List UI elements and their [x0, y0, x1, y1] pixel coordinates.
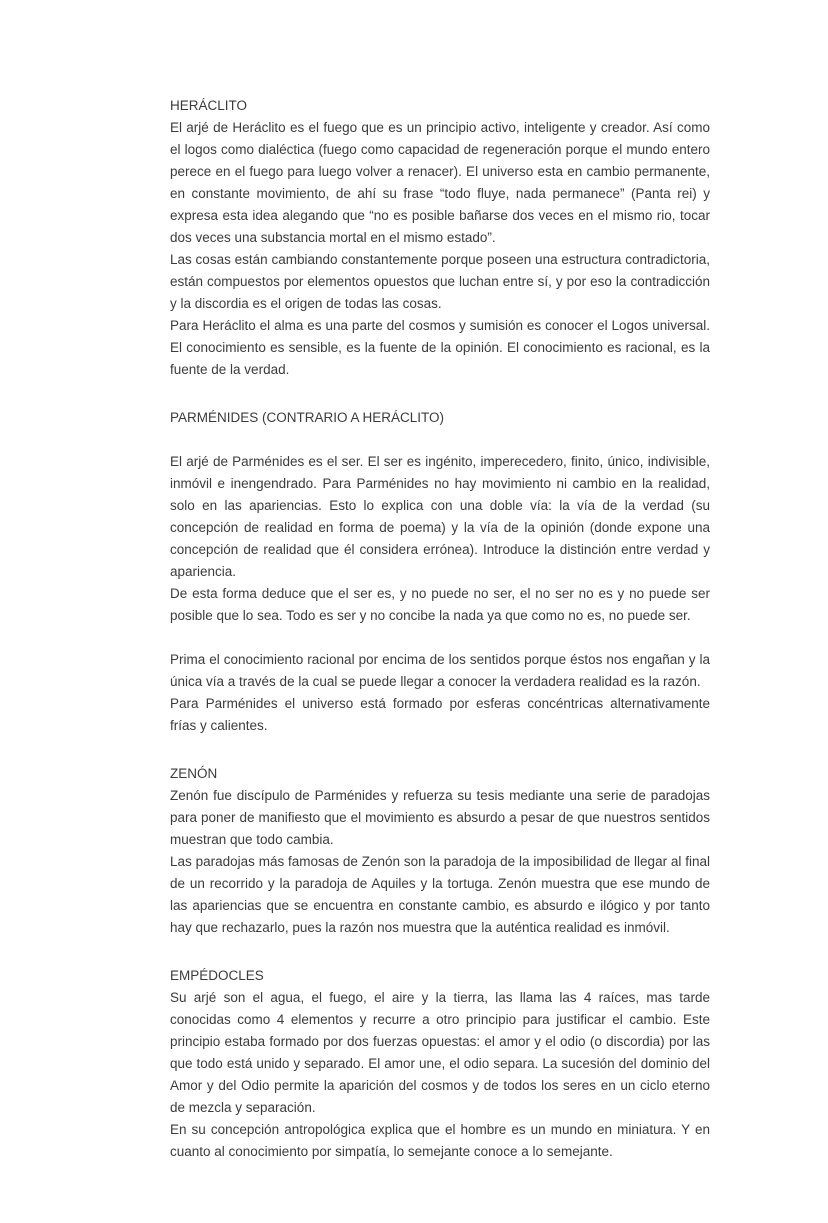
- paragraph-heraclito-1: El arjé de Heráclito es el fuego que es un principio activo, inteligente y creador. Así como el logos como dialéctica (fuego como capacidad de regeneración porque el mundo entero perece en el fuego para luego volver a renacer). El universo esta en cambio permanente, en constante movimiento, de ahí su frase “todo fluye, nada permanece” (Panta rei) y expresa esta idea alegando que “no es posible bañarse dos veces en el mismo rio, tocar dos veces una substancia mortal en el mismo estado”.: [170, 120, 710, 245]
- section-heraclito: [170, 95, 710, 381]
- paragraph-heraclito-3: Para Heráclito el alma es una parte del cosmos y sumisión es conocer el Logos universal. El conocimiento es sensible, es la fuente de la opinión. El conocimiento es racional, es la fuente de la verdad.: [170, 318, 710, 377]
- heading-zenon: ZENÓN: [170, 766, 218, 781]
- paragraph-parmenides-3: Prima el conocimiento racional por encima de los sentidos porque éstos nos engañan y la única vía a través de la cual se puede llegar a conocer la verdadera realidad es la razón.: [170, 652, 710, 689]
- section-empedocles: [170, 965, 710, 1163]
- paragraph-heraclito-2: Las cosas están cambiando constantemente porque poseen una estructura contradictoria, están compuestos por elementos opuestos que luchan entre sí, y por eso la contradicción y la discordia es el origen de todas las cosas.: [170, 252, 710, 311]
- paragraph-zenon-1: Zenón fue discípulo de Parménides y refuerza su tesis mediante una serie de paradojas para poner de manifiesto que el movimiento es absurdo a pesar de que nuestros sentidos muestran que todo cambia.: [170, 788, 710, 847]
- section-zenon: [170, 763, 710, 939]
- heading-parmenides: PARMÉNIDES (CONTRARIO A HERÁCLITO): [170, 410, 445, 425]
- section-parmenides: [170, 407, 710, 737]
- paragraph-parmenides-4: Para Parménides el universo está formado por esferas concéntricas alternativamente frías y calientes.: [170, 696, 710, 733]
- paragraph-parmenides-1: El arjé de Parménides es el ser. El ser es ingénito, imperecedero, finito, único, indivisible, inmóvil e inengendrado. Para Parménides no hay movimiento ni cambio en la realidad, solo en las apariencias. Esto lo explica con una doble vía: la vía de la verdad (su concepción de realidad en forma de poema) y la vía de la opinión (donde expone una concepción de realidad que él considera errónea). Introduce la distinción entre verdad y apariencia.: [170, 454, 710, 579]
- paragraph-zenon-2: Las paradojas más famosas de Zenón son la paradoja de la imposibilidad de llegar al final de un recorrido y la paradoja de Aquiles y la tortuga. Zenón muestra que ese mundo de las apariencias que se encuentra en constante cambio, es absurdo e ilógico y por tanto hay que rechazarlo, pues la razón nos muestra que la auténtica realidad es inmóvil.: [170, 854, 710, 935]
- heading-empedocles: EMPÉDOCLES: [170, 968, 264, 983]
- paragraph-empedocles-2: En su concepción antropológica explica que el hombre es un mundo en miniatura. Y en cuanto al conocimiento por simpatía, lo semejante conoce a lo semejante.: [170, 1122, 710, 1159]
- paragraph-empedocles-1: Su arjé son el agua, el fuego, el aire y la tierra, las llama las 4 raíces, mas tarde conocidas como 4 elementos y recurre a otro principio para justificar el cambio. Este principio estaba formado por dos fuerzas opuestas: el amor y el odio (o discordia) por las que todo está unido y separado. El amor une, el odio separa. La sucesión del dominio del Amor y del Odio permite la aparición del cosmos y de todos los seres en un ciclo eterno de mezcla y separación.: [170, 990, 710, 1115]
- heading-heraclito: HERÁCLITO: [170, 98, 248, 113]
- paragraph-parmenides-2: De esta forma deduce que el ser es, y no puede no ser, el no ser no es y no puede ser posible que lo sea. Todo es ser y no concibe la nada ya que como no es, no puede ser.: [170, 586, 710, 623]
